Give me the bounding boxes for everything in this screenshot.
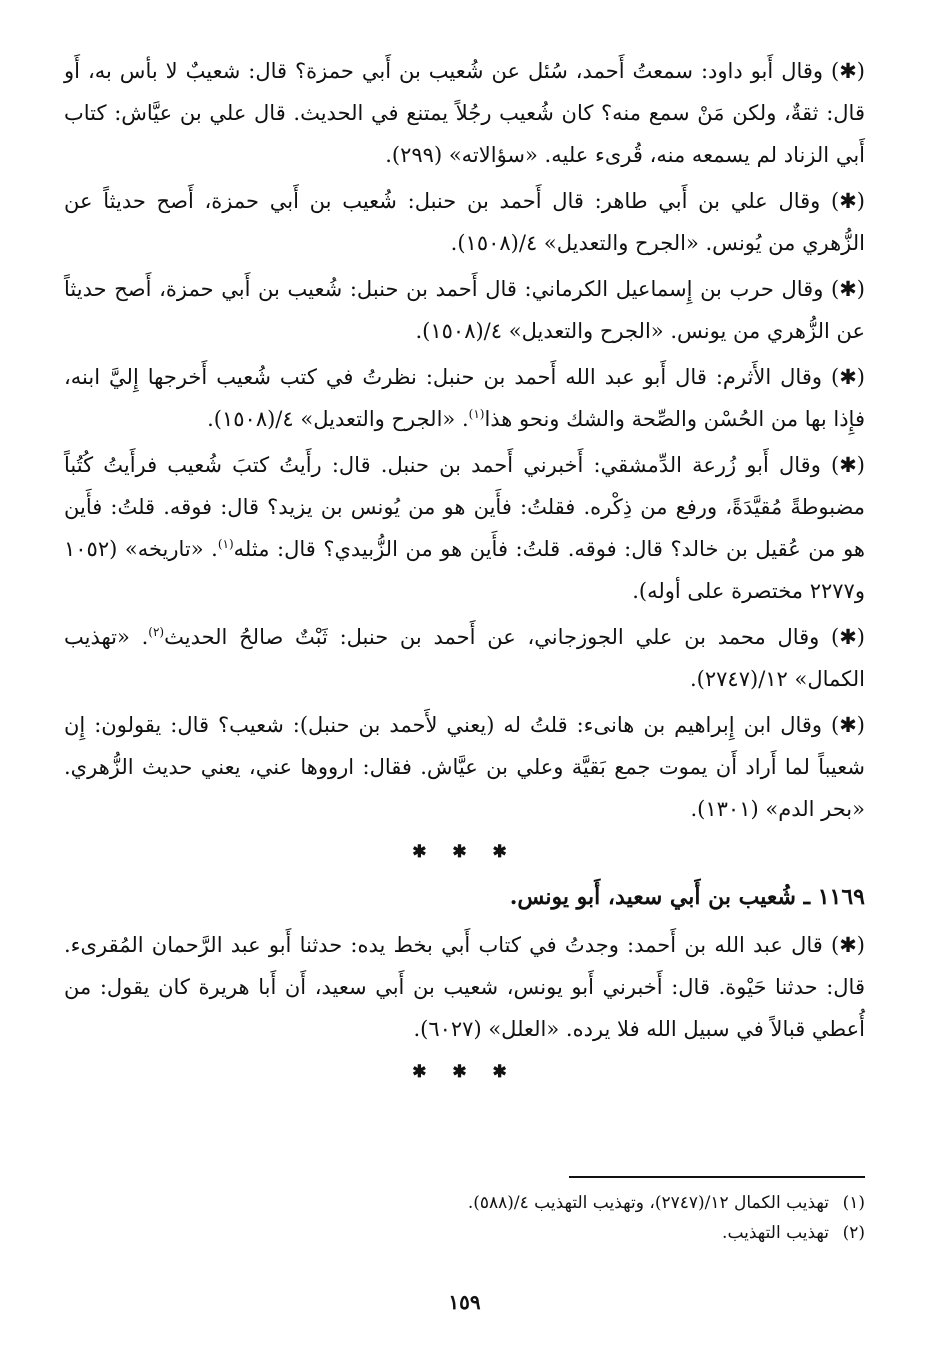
paragraph-al-athram-ref: . «الجرح والتعديل» ٤/(١٥٠٨). (207, 407, 469, 431)
footnote-marker-1b: (١) (217, 537, 234, 551)
paragraph-al-athram-text: (✱) وقال الأَثرم: قال أَبو عبد الله أَحمد بن حنبل: نظرتُ في كتب شُعيب أَخرجها إِليَّ ابنه، فإِذا بها من الحُسْن والصِّحة والشك ونحو هذا (64, 365, 865, 431)
paragraph-abu-dawud: (✱) وقال أَبو داود: سمعتُ أَحمد، سُئل عن شُعيب بن أَبي حمزة؟ قال: شعيبٌ لا بأس به، أَو قال: ثقةٌ، ولكن مَنْ سمع منه؟ كان شُعيب رجُلاً يمتنع في الحديث. قال علي بن عيَّاش: كتاب أَبي الزناد لم يسمعه منه، قُرىء عليه. «سؤالاته» (٢٩٩). (64, 59, 865, 167)
footnote-2-text: تهذيب التهذيب. (722, 1223, 829, 1243)
footnote-2 (64, 1218, 865, 1248)
paragraph-al-athram (64, 356, 865, 440)
paragraph-ali-ibn-abi-tahir: (✱) وقال علي بن أَبي طاهر: قال أَحمد بن حنبل: شُعيب بن أَبي حمزة، أَصح حديثاً عن الزُّهري من يُونس. «الجرح والتعديل» ٤/(١٥٠٨). (64, 189, 865, 255)
footnote-1-number: (١) (842, 1193, 865, 1213)
footnotes (64, 1188, 865, 1248)
section-separator: ✱ ✱ ✱ (412, 842, 517, 862)
paragraph-al-jawzajani-ref: . «تهذيب الكمال» ١٢/(٢٧٤٧). (64, 625, 865, 691)
footnote-marker-2: (٢) (148, 625, 165, 639)
footnote-rule (569, 1176, 865, 1178)
entry-paragraph: (✱) قال عبد الله بن أَحمد: وجدتُ في كتاب أَبي بخط يده: حدثنا أَبو عبد الرَّحمان المُقرىء. قال: حدثنا حَيْوة. قال: أَخبرني أَبو يونس، شعيب بن أَبي سعيد، أَن أَبا هريرة كان يقول: من أُعطي قبالاً في سبيل الله فلا يرده. «العلل» (٦٠٢٧). (64, 933, 865, 1041)
footnote-2-number: (٢) (842, 1223, 865, 1243)
paragraph-al-jawzajani-text: (✱) وقال محمد بن علي الجوزجاني، عن أَحمد بن حنبل: ثَبْتٌ صالحُ الحديث (164, 625, 866, 649)
paragraph-ibn-hani: (✱) وقال ابن إِبراهيم بن هانىء: قلتُ له (يعني لأَحمد بن حنبل): شعيب؟ قال: يقولون: إِن شعيباً لما أَراد أَن يموت جمع بَقيَّة وعلي بن عيَّاش. فقال: ارووها عني، يعني حديث الزُّهري. «بحر الدم» (١٣٠١). (64, 713, 865, 821)
paragraph-abu-zura-text: (✱) وقال أَبو زُرعة الدِّمشقي: أَخبرني أَحمد بن حنبل. قال: رأَيتُ كتبَ شُعيب فرأَيتُ كُتُباً مضبوطةً مُقيَّدَةً، ورفع من ذِكْره. فقلتُ: فأَين هو من يُونس بن يزيد؟ قال: فوقه. قلتُ: فأَين هو من عُقيل بن خالد؟ قال: فوقه. قلتُ: فأَين هو من الزُّبيدي؟ قال: مثله (64, 453, 865, 561)
entry-title: ١١٦٩ ـ شُعيب بن أَبي سعيد، أَبو يونس. (509, 884, 865, 910)
paragraph-harb-al-kirmani: (✱) وقال حرب بن إِسماعيل الكرماني: قال أَحمد بن حنبل: شُعيب بن أَبي حمزة، أَصح حديثاً عن الزُّهري من يونس. «الجرح والتعديل» ٤/(١٥٠٨). (64, 277, 865, 343)
section-separator-2: ✱ ✱ ✱ (412, 1062, 517, 1082)
main-text (64, 50, 865, 1096)
footnote-1 (64, 1188, 865, 1218)
paragraph-abu-zura (64, 444, 865, 612)
page-number: ١٥٩ (448, 1290, 481, 1314)
paragraph-abu-zura-ref: . «تاريخه» (١٠٥٢ و٢٢٧٧ مختصرة على أوله). (64, 537, 865, 603)
paragraph-al-jawzajani (64, 616, 865, 700)
footnote-1-text: تهذيب الكمال ١٢/(٢٧٤٧)، وتهذيب التهذيب ٤/(٥٨٨). (467, 1193, 829, 1213)
footnote-marker-1: (١) (468, 407, 485, 421)
